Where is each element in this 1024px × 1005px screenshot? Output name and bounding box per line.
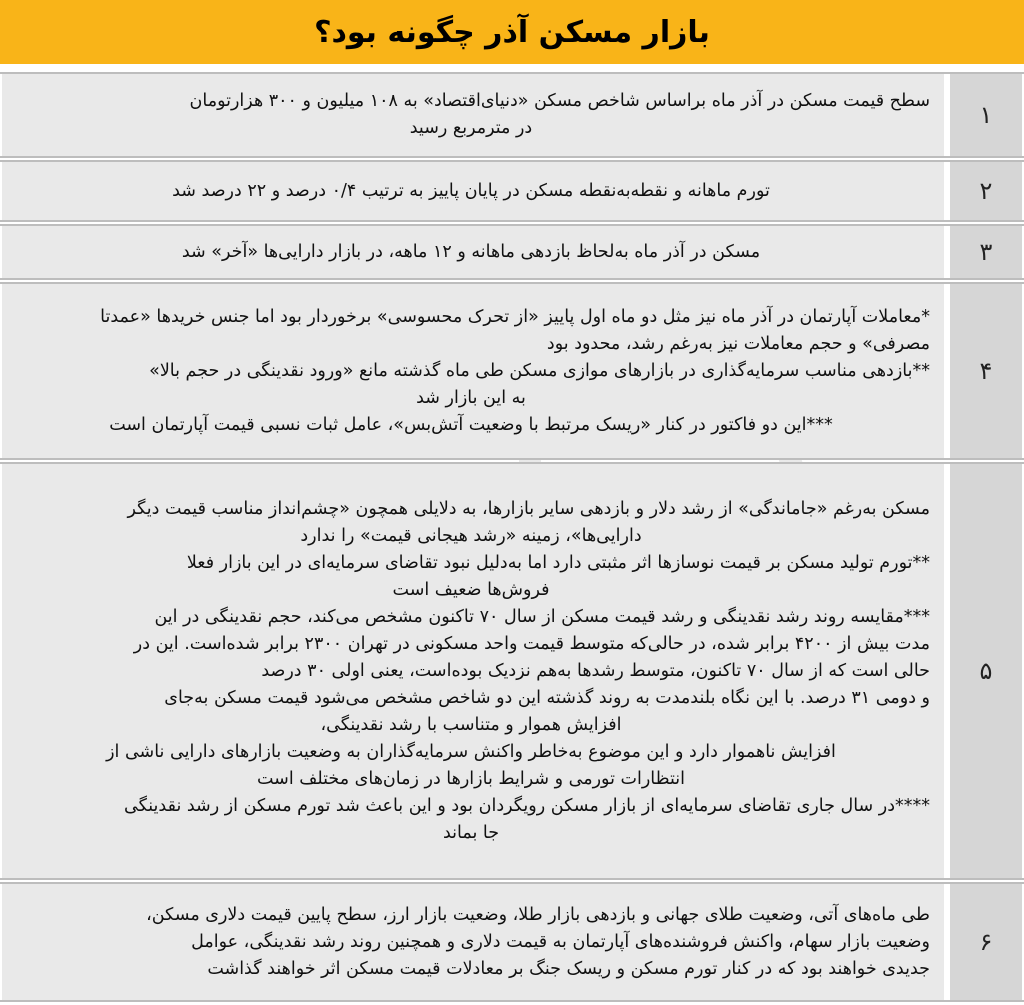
text-line: حالی است که از سال ۷۰ تاکنون، متوسط رشدها به‌هم نزدیک بوده‌است، یعنی اولی ۳۰ درصد xyxy=(261,660,930,681)
text-line: مسکن به‌رغم «جاماندگی» از رشد دلار و بازدهی سایر بازارها، به دلایلی همچون «چشم‌انداز مناسب قیمت دیگر xyxy=(127,498,930,519)
text-line: انتظارات تورمی و شرایط بازارها در زمان‌های مختلف است xyxy=(256,768,686,789)
text-line: به این بازار شد xyxy=(416,387,526,408)
text-line: جا بماند xyxy=(442,822,500,843)
text-line: ***این دو فاکتور در کنار «ریسک مرتبط با وضعیت آتش‌بس»، عامل ثبات نسبی قیمت آپارتمان است xyxy=(109,414,833,435)
table-row xyxy=(0,282,1024,460)
row-number: ۳ xyxy=(950,226,1022,278)
table-row xyxy=(0,160,1024,222)
row-number: ۵ xyxy=(950,464,1022,878)
row-text xyxy=(2,884,944,1000)
row-number: ۴ xyxy=(950,284,1022,458)
text-line: و دومی ۳۱ درصد. با این نگاه بلندمدت به روند گذشته این دو شاخص مشخص می‌شود قیمت مسکن به‌جای xyxy=(164,687,930,708)
text-line: جدیدی خواهند بود که در کنار تورم مسکن و ریسک جنگ بر معادلات قیمت مسکن اثر خواهند گذاشت xyxy=(207,958,930,979)
row-text xyxy=(2,284,944,458)
text-line: وضعیت بازار سهام، واکنش فروشنده‌های آپارتمان به قیمت دلاری و همچنین روند رشد نقدینگی، عوامل xyxy=(191,931,930,952)
row-text xyxy=(2,226,944,278)
text-line: سطح قیمت مسکن در آذر ماه براساس شاخص مسکن «دنیای‌اقتصاد» به ۱۰۸ میلیون و ۳۰۰ هزار‌تومان xyxy=(189,91,930,111)
table-row xyxy=(0,72,1024,158)
text-line: طی ماه‌های آتی، وضعیت طلای جهانی و بازدهی بازار طلا، وضعیت بازار ارز، سطح پایین قیمت دلاری مسکن، xyxy=(146,904,930,925)
text-line: فروش‌ها ضعیف است xyxy=(392,579,550,600)
text-line: *معاملات آپارتمان در آذر ماه نیز مثل دو ماه اول پاییز «از تحرک محسوسی» برخوردار بود اما جنس خریدها «عمدتا xyxy=(100,306,930,327)
row-number: ۲ xyxy=(950,162,1022,220)
text-line: **بازدهی مناسب سرمایه‌گذاری در بازارهای موازی مسکن طی ماه گذشته مانع «ورود نقدینگی در حجم بالا» xyxy=(149,360,930,381)
text-line: تورم ماهانه و نقطه‌به‌نقطه مسکن در پایان پاییز به ترتیب ۰/۴ درصد و ۲۲ درصد شد xyxy=(172,180,770,201)
page-title: بازار مسکن آذر چگونه بود؟ xyxy=(314,14,710,50)
text-line: افزایش ناهموار دارد و این موضوع به‌خاطر واکنش سرمایه‌گذاران به وضعیت بازارهای دارایی ناشی از xyxy=(106,741,836,762)
table-row xyxy=(0,882,1024,1002)
title-bar xyxy=(0,0,1024,64)
text-line: مصرفی» و حجم معاملات نیز به‌رغم رشد، محدود بود xyxy=(546,333,930,354)
row-text xyxy=(2,74,944,156)
text-line: در متر‌مربع رسید xyxy=(409,118,533,138)
text-line: **تورم تولید مسکن بر قیمت نوسازها اثر مثبتی دارد اما به‌دلیل نبود تقاضای سرمایه‌ای در این بازار فعلا xyxy=(186,552,930,573)
text-line: مدت بیش از ۴۲۰۰ برابر شده، در حالی‌که متوسط قیمت واحد مسکونی در تهران ۲۳۰۰ برابر شده‌است. این در xyxy=(133,633,930,654)
text-line: ***مقایسه روند رشد نقدینگی و رشد قیمت مسکن از سال ۷۰ تاکنون مشخص می‌کند، حجم نقدینگی در این xyxy=(154,606,930,627)
table-row xyxy=(0,462,1024,880)
text-line: ****در سال جاری تقاضای سرمایه‌ای از بازار مسکن رویگردان بود و این باعث شد تورم مسکن از رشد نقدینگی xyxy=(124,795,930,816)
text-line: مسکن در آذر ماه به‌لحاظ بازدهی ماهانه و ۱۲ ماهه، در بازار دارایی‌ها «آخر» شد xyxy=(181,241,761,262)
row-text xyxy=(2,162,944,220)
text-line: دارایی‌ها»، زمینه «رشد هیجانی قیمت» را ندارد xyxy=(300,525,642,546)
row-number: ۶ xyxy=(950,884,1022,1000)
summary-table xyxy=(0,66,1024,1005)
row-text xyxy=(2,464,944,878)
table-row xyxy=(0,224,1024,280)
row-number: ۱ xyxy=(950,74,1022,156)
text-line: افزایش هموار و متناسب با رشد نقدینگی، xyxy=(320,714,622,735)
